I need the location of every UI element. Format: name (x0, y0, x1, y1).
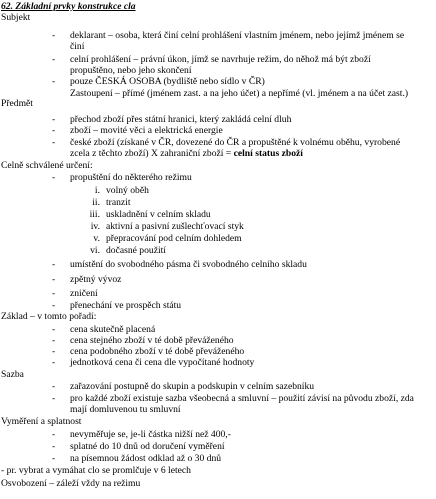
bullet-text: pouze ČESKÁ OSOBA (bydliště nebo sídlo v ČR) (70, 76, 265, 87)
section-heading-osvobozeni: Osvobození – záleží vždy na režimu (1, 478, 141, 489)
section-heading-vymereni: Vyměření a splatnost (1, 416, 82, 427)
regime-text: tranzit (106, 197, 131, 208)
roman-numeral: iii. (89, 209, 100, 220)
bullet-text: zničení (70, 288, 98, 299)
dash-bullet: - (52, 429, 56, 440)
dash-bullet: - (52, 324, 56, 335)
bullet-text: zboží – movité věci a elektrická energie (70, 125, 223, 136)
bullet-text: deklarant – osoba, která činí celní prohlášení vlastním jménem, nebo jejímž jménem se činí (70, 30, 405, 52)
roman-numeral: i. (94, 185, 100, 196)
dash-bullet: - (52, 30, 56, 41)
dash-bullet: - (52, 76, 56, 87)
dash-bullet: - (52, 137, 56, 148)
regime-text: volný oběh (106, 185, 149, 196)
regime-text: uskladnění v celním skladu (106, 209, 211, 220)
dash-bullet: - (52, 393, 56, 404)
bullet-text: přechod zboží přes státní hranici, který zakládá celní dluh (70, 114, 292, 125)
dash-bullet: - (52, 453, 56, 464)
regime-text: přepracování pod celním dohledem (106, 233, 242, 244)
bullet-text: na písemnou žádost odklad až o 30 dnů (70, 453, 222, 464)
bullet-text: cena skutečně placená (70, 324, 156, 335)
section-heading-zaklad: Základ – v tomto pořadí: (1, 311, 97, 322)
celni-status-bold: celní status zboží (233, 148, 303, 159)
dash-bullet: - (52, 300, 56, 311)
dash-bullet: - (52, 381, 56, 392)
bullet-text: jednotková cena či cena dle vypočítané hodnoty (70, 357, 255, 368)
bullet-text: nevyměřuje se, je-li částka nižší než 400,- (70, 429, 231, 440)
bullet-text: přenechání ve prospěch státu (70, 300, 182, 311)
dash-bullet: - (52, 441, 56, 452)
dash-bullet: - (52, 172, 56, 183)
dash-bullet: - (52, 259, 56, 270)
roman-numeral: iv. (90, 221, 100, 232)
bullet-text: cena stejného zboží v té době převáženého (70, 335, 234, 346)
roman-numeral: v. (93, 233, 100, 244)
bullet-text: cena podobného zboží v té době převáženého (70, 346, 245, 357)
bullet-text: zařazování postupně do skupin a podskupin v celním sazebníku (70, 381, 315, 392)
bullet-text: splatné do 10 dnů od doručení vyměření (70, 441, 225, 452)
dash-bullet: - (52, 274, 56, 285)
document-title: 62. Základní prvky konstrukce cla (1, 1, 136, 12)
regime-text: aktivní a pasivní zušlechťovací styk (106, 221, 244, 232)
section-heading-predmet: Předmět (1, 98, 33, 109)
zastoupeni-note: Zastoupení – přímé (jménem zast. a na jeho účet) a nepřímé (vl. jménem a na účet zast.) (70, 88, 409, 99)
promlceni-line: - pr. vybrat a vymáhat clo se promlčuje v 6 letech (1, 465, 191, 476)
dash-bullet: - (52, 54, 56, 65)
ceske-zbozi-text: české zboží (získané v ČR, dovezené do ČR a propuštěné k volnému oběhu, vyrobené zcela z těchto zboží) X zahraniční zboží = (70, 137, 401, 159)
bullet-text (70, 137, 415, 159)
dash-bullet: - (52, 288, 56, 299)
section-heading-urceni: Celně schválené určení: (1, 160, 93, 171)
section-heading-sazba: Sazba (1, 369, 24, 380)
dash-bullet: - (52, 357, 56, 368)
bullet-text: umístění do svobodného pásma či svobodného celního skladu (70, 259, 307, 270)
roman-numeral: ii. (92, 197, 100, 208)
section-heading-subjekt: Subjekt (1, 12, 31, 23)
dash-bullet: - (52, 114, 56, 125)
bullet-text: zpětný vývoz (70, 274, 122, 285)
bullet-text: propuštění do některého režimu (70, 172, 192, 183)
dash-bullet: - (52, 125, 56, 136)
regime-text: dočasné použití (106, 245, 166, 256)
dash-bullet: - (52, 346, 56, 357)
bullet-text: pro každé zboží existuje sazba všeobecná a smluvní – použití závisí na původu zboží, zda mají domluvenou tu smluvní (70, 393, 414, 415)
dash-bullet: - (52, 335, 56, 346)
bullet-text: celní prohlášení – právní úkon, jímž se navrhuje režim, do něhož má být zboží propuštěno, nebo jeho skončení (70, 54, 371, 76)
roman-numeral: vi. (90, 245, 100, 256)
